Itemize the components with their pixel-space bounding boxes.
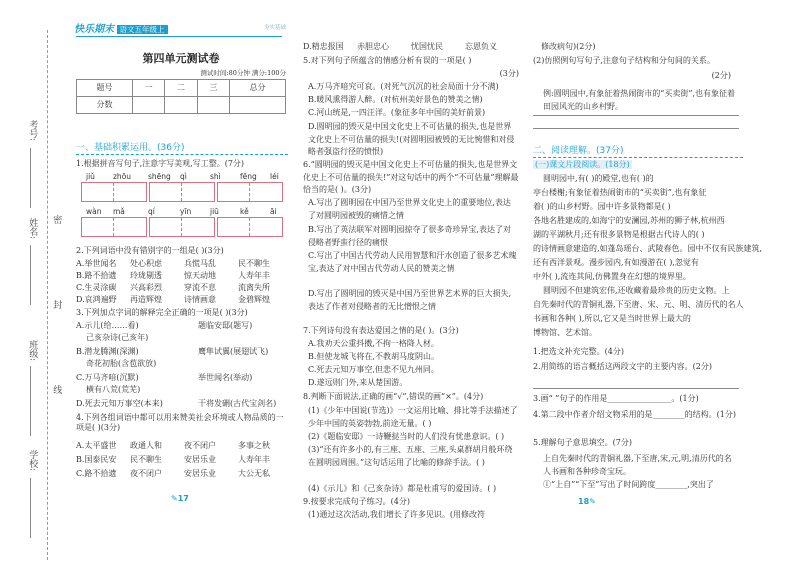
- question-1: 1.根据拼音写句子,注意字写美观,写工整。(7分): [76, 159, 245, 168]
- q7-option: C.死去元知万事空,但悲不见九州同。: [308, 365, 439, 374]
- writing-box[interactable]: [217, 217, 283, 237]
- brand-header: [74, 24, 168, 37]
- q2-row: [76, 295, 288, 305]
- passage-line: 书画和各种( ),所以,它又是当时世界上最大的: [533, 314, 691, 323]
- q5-option: D.圆明园的毁灭是中国文化史上不可估量的损失,也是世界文化史上不可估量的损失!(对圆明园被毁的无比惋惜和对侵略者强盗行径的愤恨): [308, 122, 515, 156]
- score-value-row: [77, 97, 286, 114]
- q2-word: 人寿年丰: [238, 271, 270, 280]
- answer-line[interactable]: [533, 388, 739, 389]
- q9-continued: 修改病句)(2分): [541, 42, 596, 51]
- q5-option: B.暖风熏得游人醉。(对杭州美好景色的赞美之情): [308, 95, 483, 104]
- writing-box[interactable]: [149, 182, 215, 202]
- q3-row: 横有八荒(荒芜): [86, 385, 141, 394]
- q2-word: 处心积虑: [130, 259, 162, 268]
- section-2-title: 二、阅读理解。(37分): [533, 146, 743, 158]
- page-number-right: [578, 497, 596, 507]
- subsection-1-title: [533, 160, 743, 170]
- example-sentence: 例:圆明园中,有象征着热闹街市的“买卖街”,也有象征着田园风光的山乡村野。: [543, 89, 735, 111]
- pencil-icon: ✎: [171, 494, 178, 503]
- score-cell: 总分: [230, 80, 286, 97]
- q7-option: B.但使龙城飞将在,不教胡马度阴山。: [308, 352, 439, 361]
- q4-word: 安居乐业: [184, 455, 216, 464]
- passage-line: 圆明园不但建筑宏伟,还收藏着最珍贵的历史文物。上: [543, 286, 730, 295]
- pinyin-row-1: [86, 172, 288, 182]
- column-left: [76, 122, 288, 562]
- q2-word: A.举世闻名: [76, 259, 117, 268]
- q4-row: [76, 441, 288, 451]
- pinyin: jiū: [210, 207, 219, 216]
- q8-item: (3)“还有许多小的,有三座、五座、三座,头桌群胡月般环绕在圆明园周围。”这句话运用了比喻的修辞手法。( ): [308, 445, 513, 467]
- q6-option: C.写出了中国古代劳动人民用智慧和汗水创造了很多艺术瑰宝,表达了对中国古代劳动人民的赞美之情: [308, 251, 517, 273]
- seal-word-xian: 线: [51, 385, 62, 394]
- page-title: 第四单元测试卷: [142, 52, 220, 65]
- q4-word: 人寿年丰: [238, 455, 270, 464]
- q6-option: D.写出了圆明园的毁灭是中国乃至世界艺术界的巨大损失,表达了作者对侵略者的无比憎恨之情: [308, 289, 512, 311]
- seal-word-feng: 封: [51, 300, 62, 309]
- section-1-title: 一、基础积累运用。(36分): [76, 143, 288, 155]
- page-number-left: [171, 494, 189, 504]
- q2-word: 诗情画意: [184, 295, 216, 304]
- reading-q5-sub1: ①“上自”“下至”写出了时间跨度________,突出了: [543, 480, 714, 489]
- writing-grid-row-2: [81, 217, 288, 240]
- writing-box[interactable]: [149, 217, 215, 237]
- q4-word: 民不聊生: [130, 455, 162, 464]
- passage-line: 自先秦时代的青铜礼器,下至唐、宋、元、明、清历代的名人: [533, 300, 744, 309]
- question-5: 5.对下列句子所蕴含的情感分析有误的一项是( ): [303, 56, 472, 65]
- q4-word: B.国泰民安: [76, 455, 117, 464]
- q5-score: (3分): [499, 69, 519, 78]
- q3-option: A.示儿(给……看): [76, 321, 139, 330]
- score-cell: 三: [197, 80, 229, 97]
- q4-word: 忧国忧民: [411, 42, 443, 51]
- q4-word: A.太平盛世: [76, 441, 117, 450]
- pinyin: mǎ: [113, 207, 125, 216]
- q3-option: B.潜龙腾渊(深渊): [76, 347, 139, 356]
- answer-line[interactable]: [533, 128, 739, 129]
- pinyin: yīn: [180, 207, 192, 216]
- q7-option: A.我劝天公重抖擞,不拘一格降人材。: [308, 339, 439, 348]
- side-label-kaohao: 考号:: [27, 120, 38, 142]
- q2-word: 穿流不息: [184, 283, 216, 292]
- q9-item-1: (1)通过这次活动,我们增长了许多见识。(用修改符: [308, 510, 485, 519]
- side-label-banji: 班级:: [27, 340, 38, 362]
- pinyin: āi: [270, 207, 277, 216]
- q2-word: 再造辉煌: [130, 295, 162, 304]
- side-line-3: [30, 366, 32, 436]
- q3-option: 鹰隼试翼(展翅试飞): [198, 347, 269, 356]
- q8-item: (2)《题临安邸》一诗鞭挞当时的人们没有忧患意识。( ): [308, 432, 505, 441]
- side-line-1: [30, 148, 32, 208]
- q4-word: 赤胆忠心: [357, 42, 389, 51]
- exam-meta: 测试时间:80分钟 满分:100分: [200, 69, 286, 77]
- page-number-text: 18: [578, 497, 590, 506]
- reading-q1: 1.把选文补充完整。(4分): [533, 347, 624, 356]
- q3-row: [76, 347, 288, 357]
- score-table: [76, 79, 286, 114]
- q2-word: 金碧辉煌: [238, 295, 270, 304]
- passage-line: 亭台楼榭;有象征着热闹街市的“买卖街”,也有象征: [533, 188, 707, 197]
- reading-q4: 4.第二段中作者介绍文物采用的是________的结构。(1分): [533, 410, 736, 419]
- q4-word: 大公无私: [238, 469, 270, 478]
- score-input[interactable]: [132, 97, 164, 114]
- passage-line: 还有西洋景观。漫步园内,有如漫游在( ),忽觉有: [533, 258, 699, 267]
- q4-word: 安居乐业: [184, 469, 216, 478]
- q7-option: D.遂远则门外,来从楚国游。: [308, 378, 408, 387]
- q4-word: 忘恩负义: [465, 42, 497, 51]
- q5-option: C.河山统是,一四汪洋。(象征多年中国的美好前景): [308, 108, 486, 117]
- reading-q3: 3.画“ ”句子的作用是________________。(1分): [533, 394, 699, 403]
- q4-word: 多事之秋: [238, 441, 270, 450]
- pinyin: qí: [148, 207, 155, 216]
- q2-word: 民不聊生: [238, 259, 270, 268]
- brand-subject: 语文五年级上: [117, 25, 168, 34]
- pinyin: fēng: [240, 172, 257, 181]
- side-label-xingming: 姓名:: [27, 218, 38, 240]
- q3-option: 举世闻名(举动): [198, 373, 253, 382]
- score-header-row: [77, 80, 286, 97]
- reading-q2: 2.用简练的语言概括这两段文字的主要内容。(2分): [533, 362, 712, 371]
- question-4: 4.下列各组词语中都可以用来赞美社会环境或人物品质的一项是( )(3分): [76, 413, 284, 432]
- q9-item-2-score: (2分): [711, 71, 731, 80]
- pinyin: kě: [240, 207, 249, 216]
- q3-row: 奇花初胎(含苞欲放): [86, 359, 157, 368]
- score-input[interactable]: [230, 97, 286, 114]
- q4-word: 夜不闭户: [184, 441, 216, 450]
- q2-row: [76, 271, 288, 281]
- pinyin: léi: [270, 172, 279, 181]
- pinyin: shēng: [148, 172, 171, 181]
- passage-line: 的诗情画意建造的,如蓬岛瑶台、武陵春色。园中不仅有民族建筑,: [533, 244, 763, 253]
- pencil-icon: ✎: [589, 497, 596, 506]
- column-middle: [303, 42, 521, 562]
- brand-tag: 夯实基础: [264, 25, 287, 31]
- reading-q5: 5.理解句子意思填空。(7分): [533, 438, 632, 447]
- question-8: 8.判断下面说法,正确的画“√”,错误的画“×”。(4分): [303, 392, 484, 401]
- q3-option: C.万马齐喑(沉默): [76, 373, 139, 382]
- q2-row: [76, 259, 288, 269]
- q3-row: [76, 399, 288, 409]
- q2-word: 惊天动地: [184, 271, 216, 280]
- score-cell: 二: [165, 80, 197, 97]
- answer-line[interactable]: [533, 115, 739, 116]
- q3-option: D.死去元知万事空(本来): [76, 399, 163, 408]
- question-9: 9.按要求完成句子练习。(4分): [303, 497, 410, 506]
- q2-word: 流离失所: [238, 283, 270, 292]
- q2-word: 兵慌马乱: [184, 259, 216, 268]
- passage-line: 着( )的山乡村野。园中许多景物都是( ): [533, 202, 671, 211]
- q4-row: [76, 469, 288, 479]
- q2-word: 兴高彩烈: [130, 283, 162, 292]
- passage-line: 圆明园中,有( )的殿堂,也有( )的: [543, 174, 654, 183]
- q2-row: [76, 283, 288, 293]
- writing-box[interactable]: [81, 182, 147, 202]
- q6-option: A.写出了圆明园在中国乃至世界文化史上的重要地位,表达了对圆明园被毁的痛惜之情: [308, 198, 511, 220]
- subsection-1-label: (一)课文片段阅读。(18分): [535, 160, 630, 169]
- question-2: 2.下列词语中没有错别字的一组是( )(3分): [76, 246, 224, 255]
- seal-word-mi: 密: [51, 215, 62, 224]
- q4-row-d: [303, 42, 521, 52]
- q4-word: 政通人和: [130, 441, 162, 450]
- q3-option: 干将发硎(古代宝剑名): [198, 399, 277, 408]
- q8-item: (1)《少年中国说(节选)》一文运用比喻、排比等手法描述了少年中国的英姿勃勃,前途无量。( ): [308, 406, 518, 428]
- q5-option: A.万马齐喑究可哀。(对死气沉沉的社会局面十分不满): [308, 82, 499, 91]
- q3-row: [76, 373, 288, 383]
- side-label-xuexiao: 学校:: [27, 450, 38, 472]
- q6-option: B.写出了英法联军对圆明园掠夺了很多奇珍异宝,表达了对侵略者野蛮行径的痛恨: [308, 225, 511, 247]
- q4-word: D.精忠报国: [303, 42, 344, 51]
- writing-box[interactable]: [217, 182, 283, 202]
- score-cell: 一: [132, 80, 164, 97]
- writing-box[interactable]: [81, 217, 147, 237]
- question-7: 7.下列诗句没有表达爱国之情的是( )。(3分): [303, 326, 459, 335]
- passage-line: 湖的平湖秋月;还有很多景物是根据古代诗人的( ): [533, 230, 705, 239]
- score-input[interactable]: [197, 97, 229, 114]
- q4-word: C.路不拾遗: [76, 469, 117, 478]
- score-cell: 题号: [77, 80, 133, 97]
- q9-item-2: (2)仿照例句写句子,注意句子结构和分句间的关系。: [533, 56, 715, 65]
- q8-item: (4)《示儿》和《己亥杂诗》都是杜甫写的爱国诗。( ): [308, 484, 497, 493]
- score-input[interactable]: [165, 97, 197, 114]
- brand-logo: 快乐期末: [74, 24, 114, 35]
- q4-row: [76, 455, 288, 465]
- q2-word: B.路不拾遗: [76, 271, 117, 280]
- q3-row: [76, 321, 288, 331]
- pinyin-row-2: [86, 207, 288, 217]
- writing-grid-row-1: [81, 182, 288, 205]
- page-number-text: 17: [177, 494, 189, 503]
- q4-word: 夜不闭户: [130, 469, 162, 478]
- pinyin: wàn: [86, 207, 102, 216]
- passage-line: 中外( ),流连其间,仿佛置身在幻想的境界里。: [533, 272, 691, 281]
- q3-row: 己亥杂诗(己亥年): [86, 333, 149, 342]
- pinyin: qì: [180, 172, 187, 181]
- pinyin: zhōu: [113, 172, 132, 181]
- question-6: 6.“圆明园的毁灭是中国文化史上不可估量的损失,也是世界文化史上不可估量的损失!”对这句话中的两个“不可估量”理解最恰当的是( )。(3分): [303, 160, 519, 194]
- passage-line: 博物馆、艺术馆。: [533, 328, 597, 337]
- reading-q5-quote: 上自先秦时代的青铜礼器,下至唐,宋,元,明,清历代的名人书画和各种珍奇宝玩。: [543, 454, 732, 476]
- seal-dotted-line: [47, 30, 48, 560]
- passage-line: 各地名胜建成的,如海宁的安澜园,苏州的狮子林,杭州西: [533, 216, 725, 225]
- q3-option: 题临安邸(题写): [198, 321, 253, 330]
- pinyin: shì: [210, 172, 221, 181]
- question-3: 3.下列加点字词的解释完全正确的一项是( )(3分): [76, 308, 248, 317]
- header-rule: [76, 36, 282, 37]
- side-line-4: [30, 478, 32, 538]
- q2-word: C.生灵涂碳: [76, 283, 117, 292]
- score-cell: 分数: [77, 97, 133, 114]
- q2-word: D.哀鸿遍野: [76, 295, 117, 304]
- column-right: [533, 42, 763, 562]
- side-line-2: [30, 245, 32, 305]
- q2-word: 玲珑剔透: [130, 271, 162, 280]
- pinyin: jiǔ: [86, 172, 95, 181]
